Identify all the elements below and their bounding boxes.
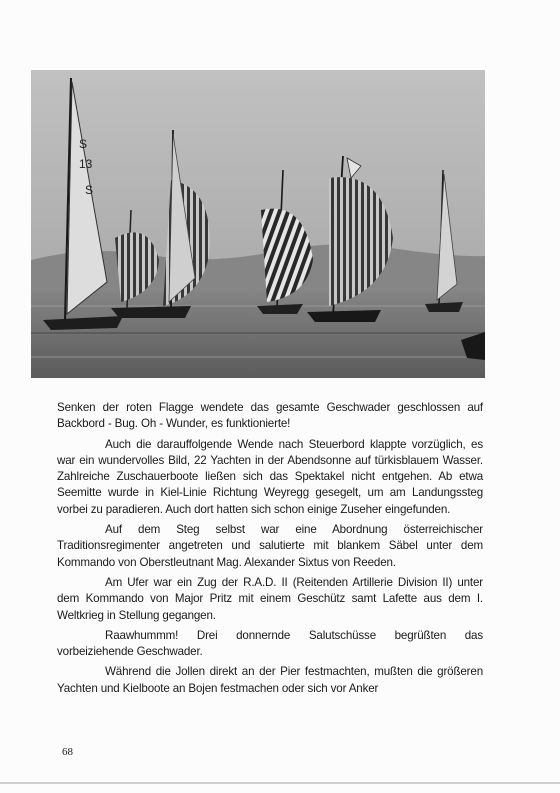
sailing-regatta-photo: [31, 70, 485, 378]
paragraph-1: Senken der roten Flagge wendete das gesamte Geschwader geschlossen auf Backbord - Bug. Oh - Wunder, es funktionierte!: [57, 401, 483, 431]
paragraph-6: Während die Jollen direkt an der Pier festmachten, mußten die größeren Yachten und Kielboote an Bojen festmachen oder sich vor Anker: [57, 665, 483, 695]
page-number: 68: [62, 746, 73, 758]
sail-mark-1: S: [79, 137, 88, 151]
sail-mark-3: S: [85, 183, 94, 197]
regatta-illustration: [31, 70, 485, 378]
paragraph-4: Am Ufer war ein Zug der R.A.D. II (Reitenden Artillerie Division II) unter dem Kommando von Major Pritz mit einem Geschütz samt Lafette aus dem I. Weltkrieg in Stellung gegangen.: [57, 575, 483, 622]
paragraph-5: Raawhummm! Drei donnernde Salutschüsse begrüßten das vorbeiziehende Geschwader.: [57, 628, 483, 659]
page-bottom-rule: [0, 782, 560, 784]
paragraph-2: Auch die darauffolgende Wende nach Steuerbord klappte vorzüglich, es war ein wundervolles Bild, 22 Yachten in der Abendsonne auf türkisblauem Wasser. Zahlreiche Zuschauerboote ließen sich das Spektakel nicht entgehen. Ab etwa Seemitte wurde in Kiel-Linie Richtung Weyregg gesegelt, um am Landungssteg vorbei zu paradieren. Auch dort hatten sich schon einige Zuseher eingefunden.: [57, 437, 483, 516]
body-text: [57, 400, 483, 701]
sail-mark-2: 13: [79, 157, 93, 171]
paragraph-3: Auf dem Steg selbst war eine Abordnung österreichischer Traditionsregimenter angetreten und salutierte mit blankem Säbel unter dem Kommando von Oberstleutnant Mag. Alexander Sixtus von Reeden.: [57, 523, 483, 569]
